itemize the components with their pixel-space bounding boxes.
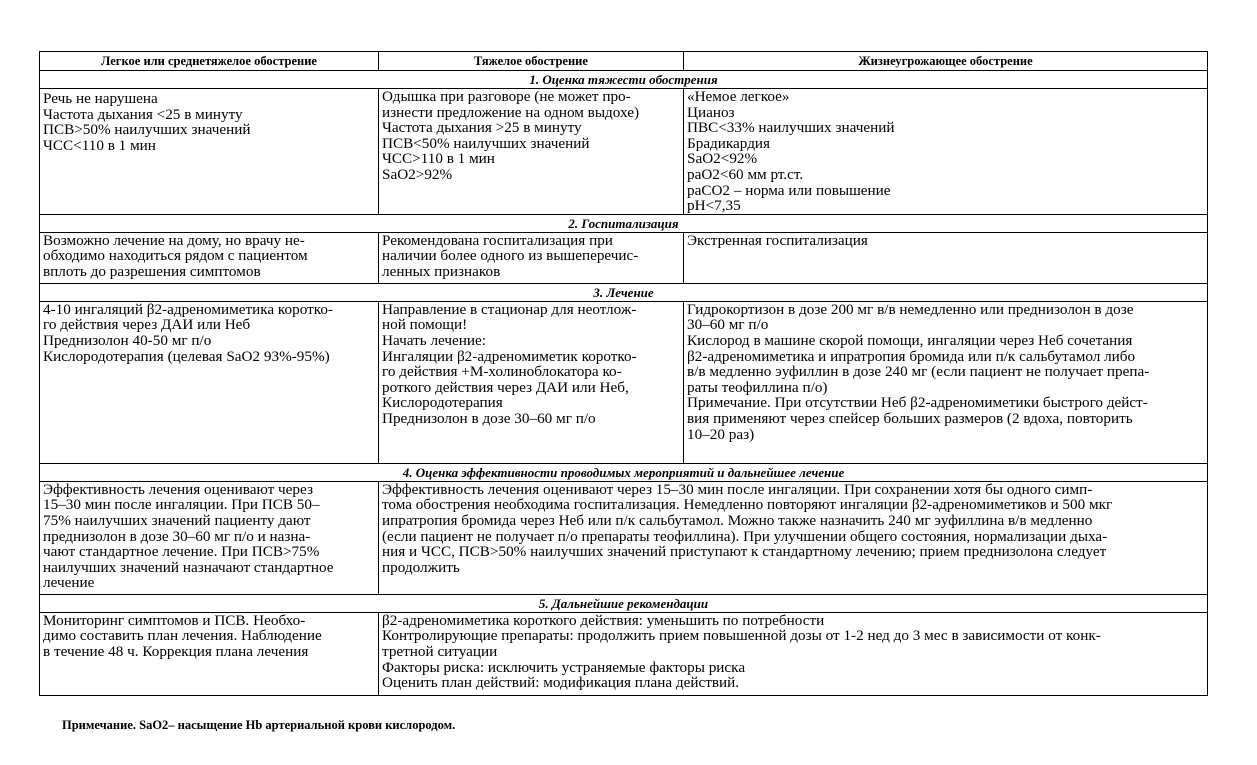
recommendations-other-cell bbox=[379, 612, 1208, 695]
cell-line: Преднизолон в дозе 30–60 мг п/о bbox=[382, 409, 596, 427]
cell-line: лечение bbox=[43, 574, 95, 592]
cell-line: SaO2>92% bbox=[382, 165, 453, 183]
exacerbation-table bbox=[39, 51, 1208, 696]
cell-line: в течение 48 ч. Коррекция плана лечения bbox=[43, 642, 309, 660]
cell-line: pH<7,35 bbox=[687, 197, 741, 215]
header-life-threatening: Жизнеугрожающее обострение bbox=[684, 52, 1208, 71]
cell-line: β2-адреномиметика и ипратропия бромида или п/к сальбутамол либо bbox=[687, 347, 1136, 365]
cell-line: Экстренная госпитализация bbox=[687, 231, 868, 249]
cell-line: раты теофиллина п/о) bbox=[687, 378, 828, 396]
section-efficacy-title: 4. Оценка эффективности проводимых мероприятий и дальнейшее лечение bbox=[40, 463, 1208, 481]
cell-line: Преднизолон 40-50 мг п/о bbox=[43, 331, 212, 349]
hospital-mild-cell bbox=[40, 232, 379, 283]
treatment-row bbox=[40, 301, 1208, 463]
cell-line: Речь не нарушена bbox=[43, 90, 158, 107]
cell-line: наличии более одного из вышеперечис- bbox=[382, 247, 639, 265]
section-row bbox=[40, 463, 1208, 481]
cell-line: Рекомендована госпитализация при bbox=[382, 231, 613, 249]
cell-line: Ингаляции β2-адреномиметик коротко- bbox=[382, 347, 637, 365]
cell-line: Частота дыхания >25 в минуту bbox=[382, 119, 582, 137]
efficacy-other-cell bbox=[379, 481, 1208, 594]
cell-line: ПВС<33% наилучших значений bbox=[687, 119, 895, 137]
efficacy-row bbox=[40, 481, 1208, 594]
recommendations-mild-cell bbox=[40, 612, 379, 695]
cell-line: Цианоз bbox=[687, 103, 735, 121]
section-hospital-title: 2. Госпитализация bbox=[40, 214, 1208, 232]
cell-line: вплоть до разрешения симптомов bbox=[43, 262, 261, 280]
header-mild: Легкое или среднетяжелое обострение bbox=[40, 52, 379, 71]
cell-line: 30–60 мг п/о bbox=[687, 316, 769, 334]
cell-line: Кислород в машине скорой помощи, ингаляции через Неб сочетания bbox=[687, 331, 1133, 349]
treatment-mild-cell bbox=[40, 301, 379, 463]
cell-line: β2-адреномиметика короткого действия: уменьшить по потребности bbox=[382, 611, 825, 629]
cell-line: paO2<60 мм рт.ст. bbox=[687, 165, 804, 183]
recommendations-row bbox=[40, 612, 1208, 695]
cell-line: Эффективность лечения оценивают через bbox=[43, 480, 313, 498]
efficacy-mild-cell bbox=[40, 481, 379, 594]
cell-line: Одышка при разговоре (не может про- bbox=[382, 88, 631, 105]
cell-line: роткого действия через ДАИ или Неб, bbox=[382, 378, 629, 396]
cell-line: ленных признаков bbox=[382, 262, 501, 280]
cell-line: преднизолон в дозе 30–60 мг п/о и назна- bbox=[43, 527, 311, 545]
cell-line: Примечание. При отсутствии Неб β2-адреномиметики быстрого дейст- bbox=[687, 394, 1148, 412]
cell-line: 4-10 ингаляций β2-адреномиметика коротко- bbox=[43, 300, 333, 318]
cell-line: Возможно лечение на дому, но врачу не- bbox=[43, 231, 305, 249]
section-row bbox=[40, 283, 1208, 301]
cell-line: 10–20 раз) bbox=[687, 425, 755, 443]
section-row bbox=[40, 71, 1208, 89]
section-recommendations-title: 5. Дальнейшие рекомендации bbox=[40, 594, 1208, 612]
cell-line: paCO2 – норма или повышение bbox=[687, 181, 891, 199]
cell-line: го действия через ДАИ или Неб bbox=[43, 316, 251, 334]
section-assessment-title: 1. Оценка тяжести обострения bbox=[40, 71, 1208, 89]
cell-line: Кислородотерапия (целевая SaO2 93%-95%) bbox=[43, 347, 330, 365]
cell-line: Оценить план действий: модификация плана действий. bbox=[382, 674, 740, 692]
cell-line: вия применяют через спейсер больших размеров (2 вдоха, повторить bbox=[687, 409, 1133, 427]
cell-line: продолжить bbox=[382, 558, 460, 576]
cell-line: Факторы риска: исключить устраняемые факторы риска bbox=[382, 658, 746, 676]
cell-line: 15–30 мин после ингаляции. При ПСВ 50– bbox=[43, 496, 320, 514]
treatment-severe-cell bbox=[379, 301, 684, 463]
cell-line: Гидрокортизон в дозе 200 мг в/в немедленно или преднизолон в дозе bbox=[687, 300, 1134, 318]
assessment-row bbox=[40, 89, 1208, 215]
cell-line: обходимо находиться рядом с пациентом bbox=[43, 247, 308, 265]
cell-line: димо составить план лечения. Наблюдение bbox=[43, 627, 322, 645]
cell-line: ЧСС>110 в 1 мин bbox=[382, 150, 495, 168]
hospital-severe-cell bbox=[379, 232, 684, 283]
assessment-severe-cell bbox=[379, 89, 684, 215]
assessment-mild-cell bbox=[40, 89, 379, 215]
hospital-row bbox=[40, 232, 1208, 283]
cell-line: ПСВ>50% наилучших значений bbox=[43, 121, 251, 139]
cell-line: Направление в стационар для неотлож- bbox=[382, 300, 637, 318]
header-row bbox=[40, 52, 1208, 71]
cell-line: чают стандартное лечение. При ПСВ>75% bbox=[43, 543, 320, 561]
cell-line: «Немое легкое» bbox=[687, 88, 790, 105]
section-row bbox=[40, 214, 1208, 232]
cell-line: ЧСС<110 в 1 мин bbox=[43, 136, 156, 154]
cell-line: в/в медленно эуфиллин в дозе 240 мг (если пациент не получает препа- bbox=[687, 363, 1150, 381]
cell-line: третной ситуации bbox=[382, 642, 498, 660]
cell-line: 75% наилучших значений пациенту дают bbox=[43, 511, 311, 529]
hospital-life-cell bbox=[684, 232, 1208, 283]
cell-line: Кислородотерапия bbox=[382, 394, 503, 412]
cell-line: изнести предложение на одном выдохе) bbox=[382, 103, 640, 121]
cell-line: Брадикардия bbox=[687, 134, 771, 152]
cell-line: (если пациент не получает п/о препараты теофиллина). При улучшении общего состояния, нормализации дыха- bbox=[382, 527, 1108, 545]
section-treatment-title: 3. Лечение bbox=[40, 283, 1208, 301]
cell-line: тома обострения необходима госпитализация. Немедленно повторяют ингаляции β2-адреномиметиков и 500 мкг bbox=[382, 496, 1113, 514]
cell-line: ПСВ<50% наилучших значений bbox=[382, 134, 590, 152]
treatment-life-cell bbox=[684, 301, 1208, 463]
cell-line: Мониторинг симптомов и ПСВ. Необхо- bbox=[43, 611, 306, 629]
cell-line: ния и ЧСС, ПСВ>50% наилучших значений приступают к стандартному лечению; прием преднизолона следует bbox=[382, 543, 1107, 561]
cell-line: ипратропия бромида через Неб или п/к сальбутамол. Можно также назначить 240 мг эуфиллина в/в медленно bbox=[382, 511, 1093, 529]
header-severe: Тяжелое обострение bbox=[379, 52, 684, 71]
cell-line: Эффективность лечения оценивают через 15–30 мин после ингаляции. При сохранении хотя бы одного симп- bbox=[382, 480, 1093, 498]
cell-line: ной помощи! bbox=[382, 316, 468, 334]
assessment-life-cell bbox=[684, 89, 1208, 215]
cell-line: наилучших значений назначают стандартное bbox=[43, 558, 334, 576]
cell-line: Начать лечение: bbox=[382, 331, 486, 349]
cell-line: Контролирующие препараты: продолжить прием повышенной дозы от 1-2 нед до 3 мес в зависимости от конк- bbox=[382, 627, 1101, 645]
section-row bbox=[40, 594, 1208, 612]
cell-line: Частота дыхания <25 в минуту bbox=[43, 105, 243, 123]
cell-line: го действия +М-холиноблокатора ко- bbox=[382, 363, 622, 381]
cell-line: SaO2<92% bbox=[687, 150, 758, 168]
footnote: Примечание. SaO2– насыщение Hb артериальной крови кислородом. bbox=[62, 718, 456, 732]
